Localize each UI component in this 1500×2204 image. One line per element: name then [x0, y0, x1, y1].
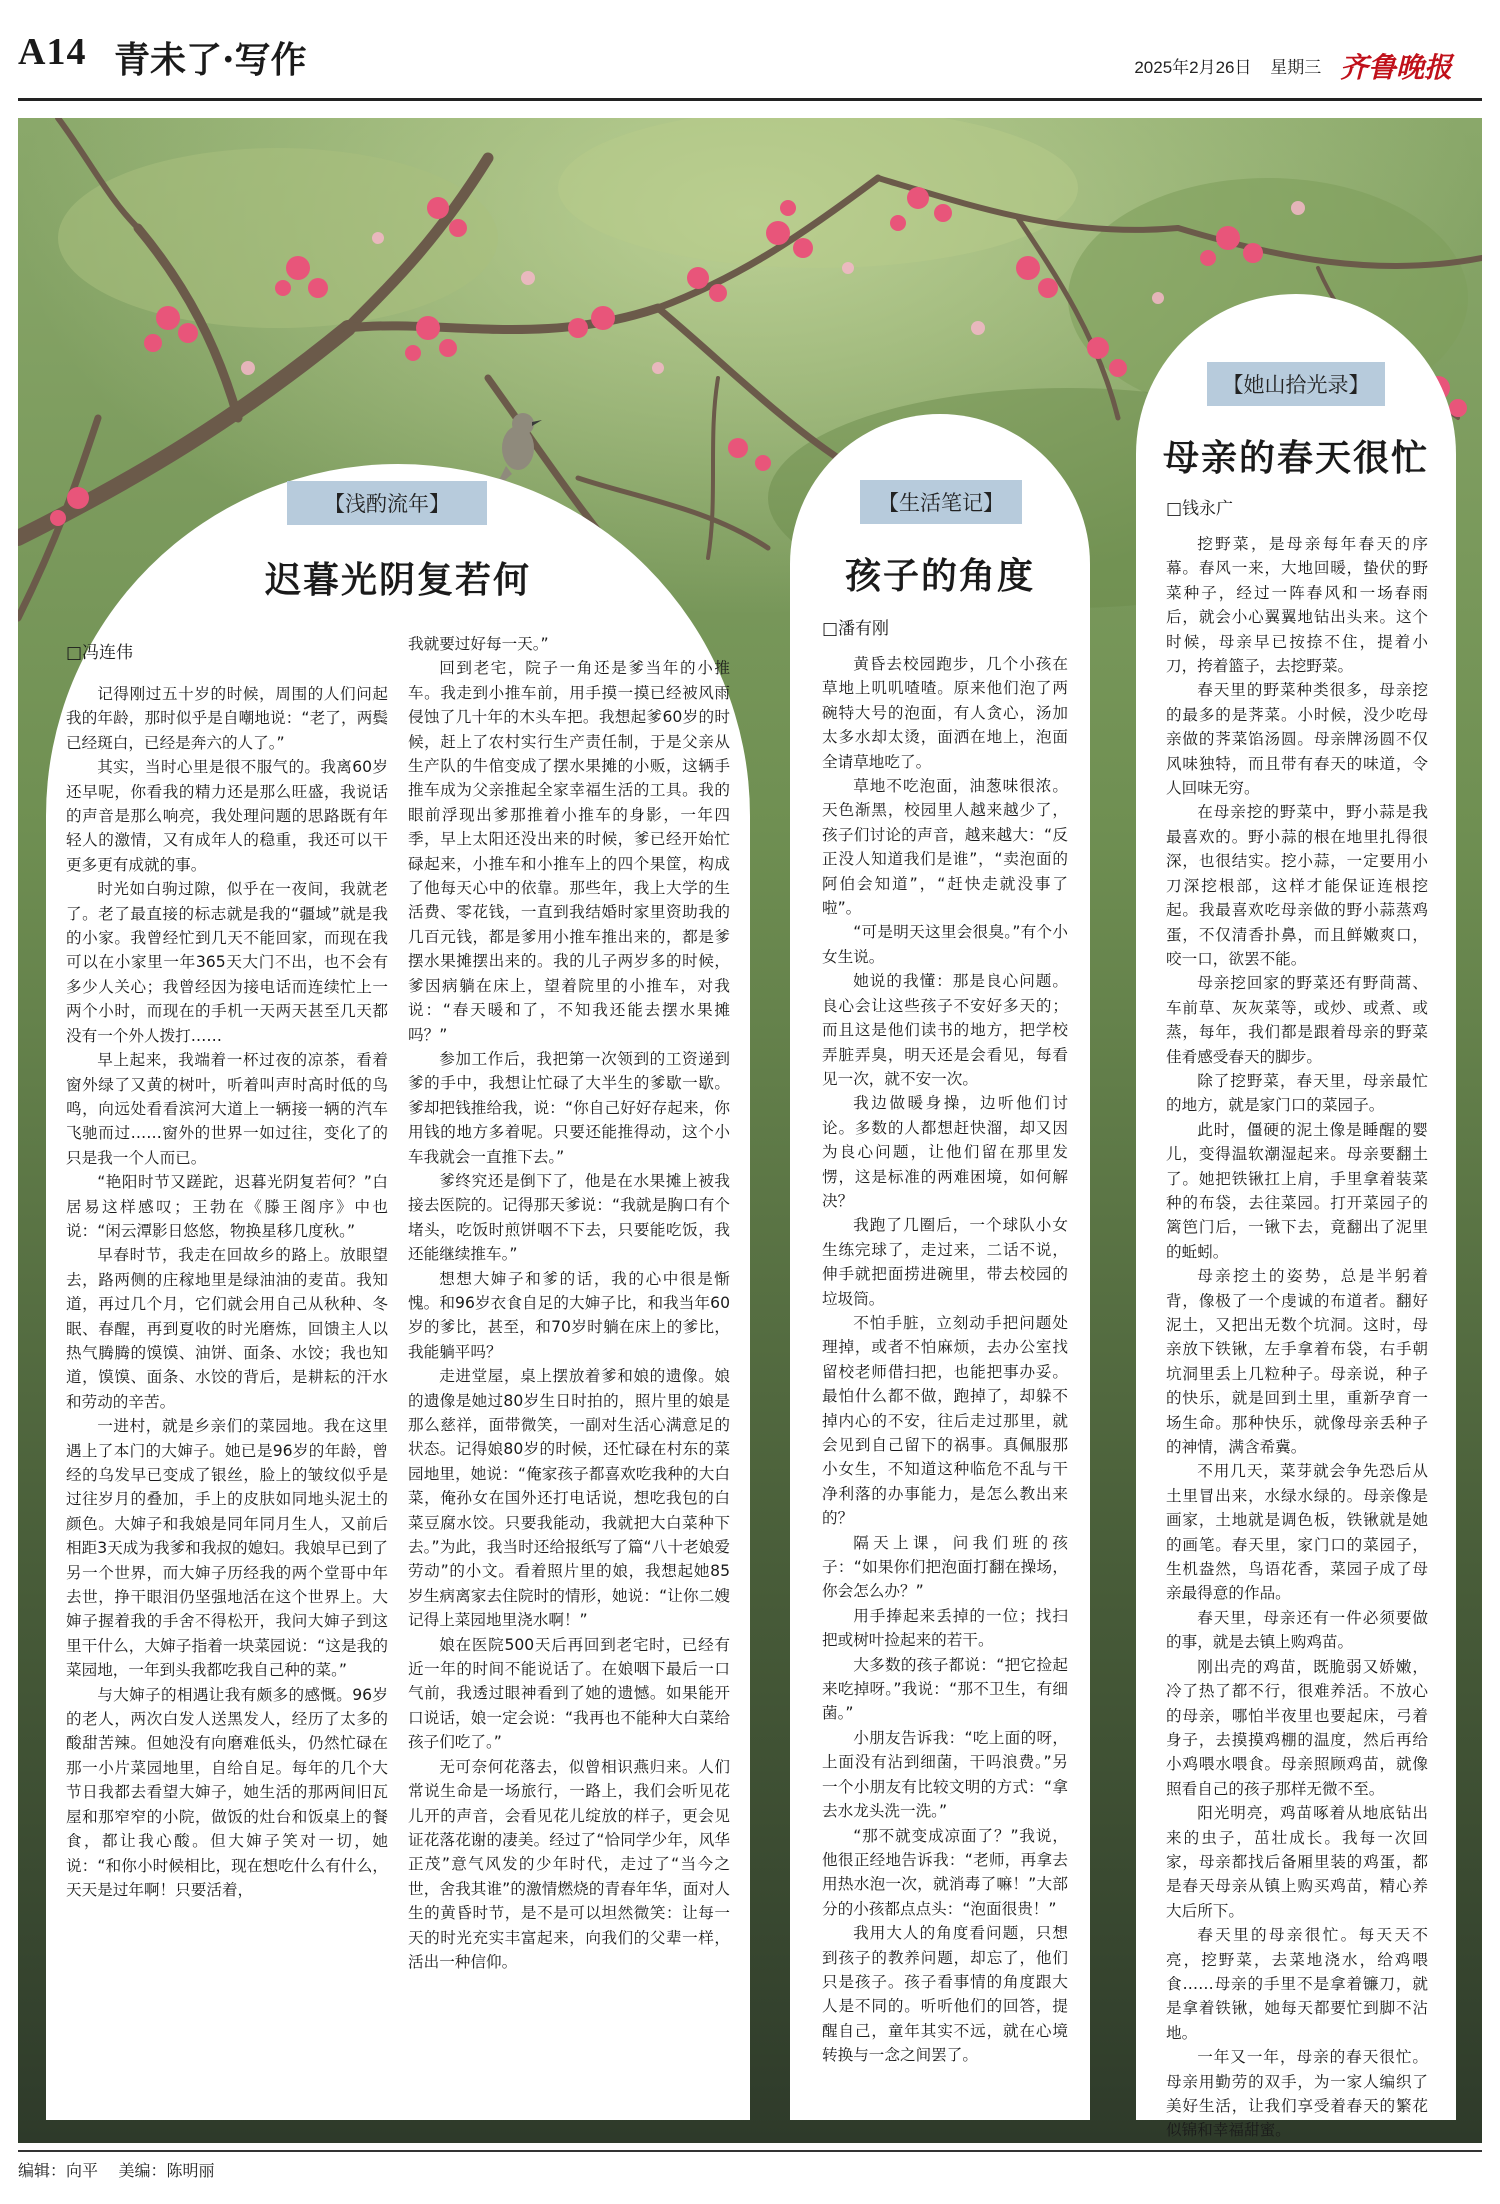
column-tag-3: 【她山拾光录】: [1207, 362, 1385, 406]
paragraph: 无可奈何花落去，似曾相识燕归来。人们常说生命是一场旅行，一路上，我们会听见花儿开的声音，会看见花儿绽放的样子，更会见证花落花谢的凄美。经过了“恰同学少年，风华正茂”意气风发的少年时代，走过了“当今之世，舍我其谁”的激情燃烧的青春年华，面对人生的黄昏时节，是不是可以坦然微笑：让每一天的时光充实丰富起来，向我们的父辈一样，活出一种信仰。: [408, 1757, 730, 1971]
article-byline-2: □潘有刚: [822, 619, 890, 639]
article-body-2: [822, 652, 1068, 2068]
issue-weekday: 星期三: [1270, 58, 1322, 77]
paragraph: 除了挖野菜，春天里，母亲最忙的地方，就是家门口的菜园子。: [1166, 1071, 1428, 1115]
paragraph: 参加工作后，我把第一次领到的工资递到爹的手中，我想让忙碌了大半生的爹歇一歇。爹却把钱推给我，说：“你自己好好存起来，你用钱的地方多着呢。只要还能推得动，这个小车我就会一直推下去。”: [408, 1049, 730, 1166]
paragraph: 一进村，就是乡亲们的菜园地。我在这里遇上了本门的大婶子。她已是96岁的年龄，曾经的乌发早已变成了银丝，脸上的皱纹似乎是过往岁月的叠加，手上的皮肤如同地头泥土的颜色。大婶子和我娘是同年同月生人，又前后相距3天成为我爹和我叔的媳妇。我娘早已到了另一个世界，而大婶子历经我的两个堂哥中年去世，挣干眼泪仍坚强地活在这个世界上。大婶子握着我的手舍不得松开，我问大婶子到这里干什么，大婶子指着一块菜园说：“这是我的菜园地，一年到头我都吃我自己种的菜。”: [66, 1417, 388, 1680]
paragraph: 母亲挖土的姿势，总是半躬着背，像极了一个虔诚的布道者。翻好泥土，又把出无数个坑洞。这时，母亲放下铁锹，左手拿着布袋，右手朝坑洞里丢上几粒种子。母亲说，种子的快乐，就是回到土里，重新孕育一场生命。那种快乐，就像母亲丢种子的神情，满含希冀。: [1166, 1267, 1428, 1457]
editor-credit: 编辑：向平: [18, 2163, 99, 2180]
paragraph: 春天里的野菜种类很多，母亲挖的最多的是荠菜。小时候，没少吃母亲做的荠菜馅汤圆。母亲牌汤圆不仅风味独特，而且带有春天的味道，令人回味无穷。: [1166, 681, 1428, 798]
paragraph: 此时，僵硬的泥土像是睡醒的婴儿，变得温软潮湿起来。母亲要翻土了。她把铁锹扛上肩，手里拿着装菜种的布袋，去往菜园。打开菜园子的篱笆门后，一锹下去，竟翻出了泥里的蚯蚓。: [1166, 1120, 1428, 1261]
paragraph: 时光如白驹过隙，似乎在一夜间，我就老了。老了最直接的标志就是我的“疆域”就是我的小家。我曾经忙到几天不能回家，而现在我可以在小家里一年365天大门不出，也不会有多少人关心；我曾经因为接电话而连续忙上一两个小时，而现在的手机一天两天甚至几天都没有一个外人拨打……: [66, 880, 388, 1045]
paragraph: 其实，当时心里是很不服气的。我离60岁还早呢，你看我的精力还是那么旺盛，我说话的声音是那么响亮，我处理问题的思路既有年轻人的激情，又有成年人的稳重，我还可以干更多更有成就的事。: [66, 758, 388, 874]
paper-logo: 齐鲁晚报: [1339, 51, 1452, 84]
section-title: 青未了·写作: [114, 39, 307, 81]
paragraph: 早上起来，我端着一杯过夜的凉茶，看着窗外绿了又黄的树叶，听着叫声时高时低的鸟鸣，向远处看看滨河大道上一辆接一辆的汽车飞驰而过……窗外的世界一如过往，变化了的只是我一个人而已。: [66, 1051, 388, 1167]
masthead-rule: [18, 98, 1482, 101]
page-footer: [18, 2150, 1482, 2181]
paragraph: 我就要过好每一天。”: [408, 635, 549, 653]
paragraph: 爹终究还是倒下了，他是在水果摊上被我接去医院的。记得那天爹说：“我就是胸口有个堵头，吃饭时煎饼咽不下去，只要能吃饭，我还能继续推车。”: [408, 1171, 730, 1264]
page-number: A14: [18, 31, 87, 73]
column-tag-1: 【浅酌流年】: [287, 481, 487, 525]
column-tag-2: 【生活笔记】: [860, 480, 1022, 524]
paragraph: 阳光明亮，鸡苗啄着从地底钻出来的虫子，茁壮成长。我每一次回家，母亲都找后备厢里装的鸡蛋，都是春天母亲从镇上购买鸡苗，精心养大后所下。: [1166, 1804, 1428, 1920]
paragraph: 早春时节，我走在回故乡的路上。放眼望去，路两侧的庄稼地里是绿油油的麦苗。我知道，再过几个月，它们就会用自己从秋种、冬眠、春醒，再到夏收的时光磨炼，回馈主人以热气腾腾的馍馍、油饼、面条、水饺；我也知道，馍馍、面条、水饺的背后，是耕耘的汗水和劳动的辛苦。: [66, 1246, 388, 1411]
paragraph: 不怕手脏，立刻动手把问题处理掉，或者不怕麻烦，去办公室找留校老师借扫把，也能把事办妥。最怕什么都不做，跑掉了，却躲不掉内心的不安，往后走过那里，就会见到自己留下的祸事。真佩服那小女生，不知道这种临危不乱与干净利落的办事能力，是怎么教出来的？: [822, 1313, 1068, 1528]
masthead: [18, 30, 1482, 90]
article-body-1-col1: [66, 682, 388, 1902]
article-body-3: [1166, 532, 1428, 2143]
paragraph: “可是明天这里会很臭。”有个小女生说。: [822, 923, 1068, 966]
paragraph: 她说的我懂：那是良心问题。良心会让这些孩子不安好多天的；而且这是他们读书的地方，把学校弄脏弄臭，明天还是会看见，每看见一次，就不安一次。: [822, 972, 1068, 1088]
paragraph: 用手捧起来丢掉的一位；找扫把或树叶捡起来的若干。: [822, 1606, 1068, 1650]
paragraph: 娘在医院500天后再回到老宅时，已经有近一年的时间不能说话了。在娘咽下最后一口气前，我透过眼神看到了她的遗憾。如果能开口说话，娘一定会说：“我再也不能种大白菜给孩子们吃了。”: [408, 1635, 730, 1752]
paragraph: 隔天上课，问我们班的孩子：“如果你们把泡面打翻在操场，你会怎么办？”: [822, 1533, 1068, 1601]
paragraph: 一年又一年，母亲的春天很忙。母亲用勤劳的双手，为一家人编织了美好生活，让我们享受着春天的繁花似锦和幸福甜蜜。: [1166, 2048, 1428, 2140]
issue-info: [1120, 42, 1452, 82]
paragraph: 挖野菜，是母亲每年春天的序幕。春风一来，大地回暖，蛰伏的野菜种子，经过一阵春风和一场春雨后，就会小心翼翼地钻出头来。这个时候，母亲早已按捺不住，提着小刀，挎着篮子，去挖野菜。: [1166, 535, 1428, 676]
paragraph: 与大婶子的相遇让我有颇多的感慨。96岁的老人，两次白发人送黑发人，经历了太多的酸甜苦辣。但她没有向磨难低头，仍然忙碌在那一小片菜园地里，自给自足。每年的几个大节日我都去看望大婶子，她生活的那两间旧瓦屋和那窄窄的小院，做饭的灶台和饭桌上的餐食，都让我心酸。但大婶子笑对一切，她说：“和你小时候相比，现在想吃什么有什么，天天是过年啊！只要活着，: [66, 1685, 388, 1899]
paragraph: 我边做暖身操，边听他们讨论。多数的人都想赶快溜，却又因为良心问题，让他们留在那里发愣，这是标准的两难困境，如何解决？: [822, 1094, 1068, 1210]
article-body-1-col2: [408, 632, 730, 1974]
paragraph: 在母亲挖的野菜中，野小蒜是我最喜欢的。野小蒜的根在地里扎得很深，也很结实。挖小蒜，一定要用小刀深挖根部，这样才能保证连根挖起。我最喜欢吃母亲做的野小蒜蒸鸡蛋，不仅清香扑鼻，而且鲜嫩爽口，咬一口，欲罢不能。: [1166, 803, 1428, 968]
article-title-1: 迟暮光阴复若何: [264, 559, 531, 601]
article-title-3: 母亲的春天很忙: [1162, 437, 1429, 479]
paragraph: 大多数的孩子都说：“把它捡起来吃掉呀。”我说：“那不卫生，有细菌。”: [822, 1655, 1068, 1723]
paragraph: “艳阳时节又蹉跎，迟暮光阴复若何？”白居易这样感叹；王勃在《滕王阁序》中也说：“闲云潭影日悠悠，物换星移几度秋。”: [66, 1173, 388, 1240]
paragraph: 想想大婶子和爹的话，我的心中很是惭愧。和96岁衣食自足的大婶子比，和我当年60岁的爹比，甚至，和70岁时躺在床上的爹比，我能躺平吗？: [408, 1269, 730, 1361]
paragraph: 不用几天，菜芽就会争先恐后从土里冒出来，水绿水绿的。母亲像是画家，土地就是调色板，铁锹就是她的画笔。春天里，家门口的菜园子，生机盎然，鸟语花香，菜园子成了母亲最得意的作品。: [1166, 1462, 1428, 1603]
paragraph: 走进堂屋，桌上摆放着爹和娘的遗像。娘的遗像是她过80岁生日时拍的，照片里的娘是那么慈祥，面带微笑，一副对生活心满意足的状态。记得娘80岁的时候，还忙碌在村东的菜园地里，她说：“俺家孩子都喜欢吃我种的大白菜，俺孙女在国外还打电话说，想吃我包的白菜豆腐水饺。只要我能动，我就把大白菜种下去。”为此，我当时还给报纸写了篇“八十老娘爱劳动”的小文。看着照片里的娘，我想起她85岁生病离家去住院时的情形，她说：“让你二嫂记得上菜园地里浇水啊！”: [408, 1367, 730, 1630]
paragraph: 刚出壳的鸡苗，既脆弱又娇嫩，冷了热了都不行，很难养活。不放心的母亲，哪怕半夜里也要起床，弓着身子，去摸摸鸡棚的温度，然后再给小鸡喂水喂食。母亲照顾鸡苗，就像照看自己的孩子那样无微不至。: [1166, 1657, 1428, 1798]
paragraph: 记得刚过五十岁的时候，周围的人们问起我的年龄，那时似乎是自嘲地说：“老了，两鬓已经斑白，已经是奔六的人了。”: [66, 685, 388, 752]
paragraph: “那不就变成凉面了？”我说，他很正经地告诉我：“老师，再拿去用热水泡一次，就消毒了嘛！”大部分的小孩都点点头：“泡面很贵！”: [822, 1826, 1068, 1918]
paragraph: 我用大人的角度看问题，只想到孩子的教养问题，却忘了，他们只是孩子。孩子看事情的角度跟大人是不同的。听听他们的回答，提醒自己，童年其实不远，就在心境转换与一念之间罢了。: [822, 1924, 1068, 2065]
paragraph: 小朋友告诉我：“吃上面的呀，上面没有沾到细菌，干吗浪费。”另一个小朋友有比较文明的方式：“拿去水龙头洗一洗。”: [822, 1728, 1068, 1821]
article-byline-1: □冯连伟: [66, 643, 134, 663]
paragraph: 母亲挖回家的野菜还有野茼蒿、车前草、灰灰菜等，或炒、或煮、或蒸，每年，我们都是跟着母亲的野菜佳肴感受春天的脚步。: [1166, 974, 1428, 1066]
issue-date: 2025年2月26日: [1134, 58, 1252, 77]
designer-credit: 美编：陈明丽: [118, 2163, 215, 2180]
paragraph: 回到老宅，院子一角还是爹当年的小推车。我走到小推车前，用手摸一摸已经被风雨侵蚀了几十年的木头车把。我想起爹60岁的时候，赶上了农村实行生产责任制，于是父亲从生产队的牛倌变成了摆水果摊的小贩，这辆手推车成为父亲推起全家幸福生活的工具。我的眼前浮现出爹那推着小推车的身影，一年四季，早上太阳还没出来的时候，爹已经开始忙碌起来，小推车和小推车上的四个果筐，构成了他每天心中的依靠。那些年，我上大学的生活费、零花钱，一直到我结婚时家里资助我的几百元钱，都是爹用小推车推出来的，都是爹摆水果摊摆出来的。我的儿子两岁多的时候，爹因病躺在床上，望着院里的小推车，对我说：“春天暖和了，不知我还能去摆水果摊吗？”: [408, 659, 730, 1044]
article-title-2: 孩子的角度: [844, 555, 1035, 597]
paragraph: 黄昏去校园跑步，几个小孩在草地上叽叽喳喳。原来他们泡了两碗特大号的泡面，有人贪心，汤加太多水却太烫，面洒在地上，泡面全请草地吃了。: [822, 655, 1068, 771]
paragraph: 春天里，母亲还有一件必须要做的事，就是去镇上购鸡苗。: [1166, 1608, 1428, 1652]
paragraph: 我跑了几圈后，一个球队小女生练完球了，走过来，二话不说，伸手就把面捞进碗里，带去校园的垃圾筒。: [822, 1216, 1068, 1308]
article-byline-3: □钱永广: [1166, 499, 1234, 519]
paragraph: 春天里的母亲很忙。每天天不亮，挖野菜，去菜地浇水，给鸡喂食……母亲的手里不是拿着镰刀，就是拿着铁锹，她每天都要忙到脚不沾地。: [1166, 1926, 1428, 2042]
paragraph: 草地不吃泡面，油葱味很浓。天色渐黑，校园里人越来越少了，孩子们讨论的声音，越来越大：“反正没人知道我们是谁”，“卖泡面的阿伯会知道”，“赶快走就没事了啦”。: [822, 777, 1068, 918]
